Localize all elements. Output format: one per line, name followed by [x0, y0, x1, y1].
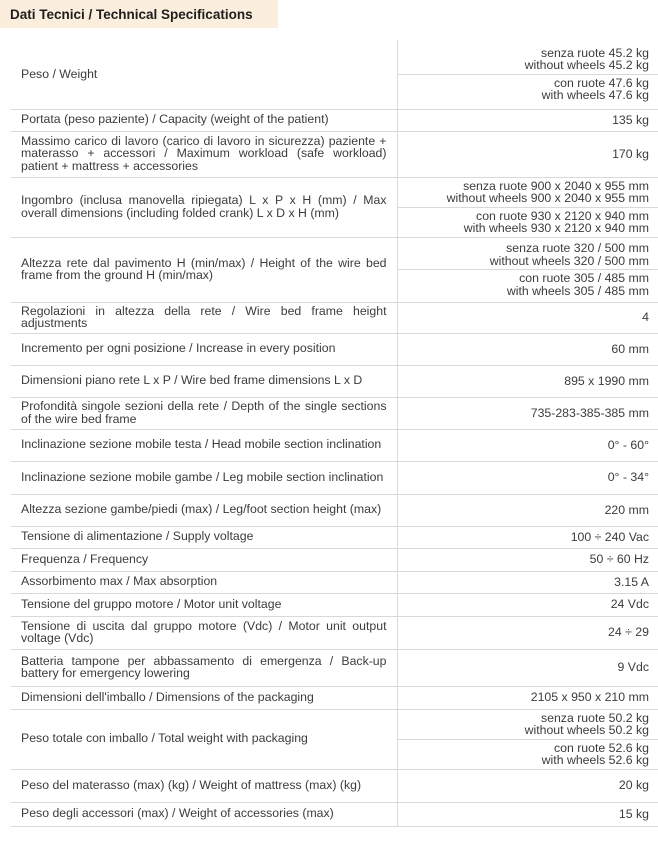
spec-row: [11, 593, 658, 616]
spec-label: Massimo carico di lavoro (carico di lavoro in sicurezza) paziente + materasso + accessori / Maximum workload (safe workload) patient + mattress + accessories: [11, 131, 397, 177]
spec-value-variant: [398, 207, 658, 237]
spec-value: 135 kg: [612, 112, 649, 127]
spec-row: [11, 177, 658, 237]
spec-label: Peso degli accessori (max) / Weight of accessories (max): [11, 802, 397, 826]
spec-value: 100 ÷ 240 Vac: [570, 529, 649, 544]
spec-row: [11, 237, 658, 302]
spec-label: Ingombro (inclusa manovella ripiegata) L x P x H (mm) / Max overall dimensions (including folded crank) L x D x H (mm): [11, 177, 397, 237]
spec-value: 20 kg: [618, 778, 649, 793]
spec-value: 3.15 A: [614, 574, 649, 589]
spec-value-line: without wheels 900 x 2040 x 955 mm: [446, 191, 649, 205]
spec-value-line: con ruote 52.6 kg: [553, 740, 649, 755]
spec-value: 60 mm: [611, 341, 649, 356]
spec-row: [11, 616, 658, 649]
spec-row: [11, 302, 658, 333]
spec-value: [397, 177, 658, 237]
spec-value-line: senza ruote 320 / 500 mm: [506, 241, 649, 255]
spec-value-variant: [398, 45, 658, 74]
spec-value: 0° - 34°: [607, 470, 649, 485]
spec-label: Peso del materasso (max) (kg) / Weight of mattress (max) (kg): [11, 769, 397, 802]
spec-value: [397, 40, 658, 109]
spec-label: Regolazioni in altezza della rete / Wire bed frame height adjustments: [11, 302, 397, 333]
spec-value: 50 ÷ 60 Hz: [589, 552, 649, 567]
spec-value-variant: [398, 240, 658, 269]
spec-value-line: with wheels 47.6 kg: [541, 88, 649, 103]
spec-value: 2105 x 950 x 210 mm: [530, 690, 649, 705]
spec-value: [397, 237, 658, 302]
spec-row: [11, 709, 658, 769]
section-header: [0, 0, 278, 28]
spec-row: [11, 686, 658, 709]
spec-value-line: senza ruote 45.2 kg: [540, 45, 649, 60]
spec-value-line: with wheels 52.6 kg: [541, 753, 649, 767]
spec-row: [11, 461, 658, 494]
spec-value-line: con ruote 47.6 kg: [553, 75, 649, 90]
spec-value-line: senza ruote 900 x 2040 x 955 mm: [463, 178, 649, 193]
spec-row: [11, 365, 658, 397]
spec-label: Peso / Weight: [11, 40, 397, 109]
spec-value-line: with wheels 305 / 485 mm: [506, 283, 649, 298]
spec-value: 24 Vdc: [610, 597, 649, 612]
spec-value-variant: [398, 178, 658, 207]
spec-label: Tensione di alimentazione / Supply voltage: [11, 526, 397, 548]
spec-row: [11, 526, 658, 548]
spec-value: 170 kg: [612, 146, 649, 161]
spec-label: Profondità singole sezioni della rete / Depth of the single sections of the wire bed frame: [11, 397, 397, 429]
spec-value-line: without wheels 50.2 kg: [524, 723, 649, 737]
spec-value-variant: [398, 269, 658, 299]
spec-value-variant: [398, 739, 658, 769]
spec-label: Inclinazione sezione mobile gambe / Leg mobile section inclination: [11, 461, 397, 494]
spec-label: Tensione del gruppo motore / Motor unit voltage: [11, 593, 397, 616]
spec-row: [11, 333, 658, 365]
spec-label: Portata (peso paziente) / Capacity (weight of the patient): [11, 109, 397, 131]
spec-label: Tensione di uscita dal gruppo motore (Vdc) / Motor unit output voltage (Vdc): [11, 616, 397, 649]
spec-row: [11, 649, 658, 686]
spec-value-line: con ruote 305 / 485 mm: [519, 271, 649, 285]
spec-label: Assorbimento max / Max absorption: [11, 571, 397, 593]
spec-value: 0° - 60°: [607, 437, 649, 452]
spec-value: 220 mm: [604, 502, 649, 517]
spec-row: [11, 429, 658, 461]
spec-value-variant: [398, 710, 658, 739]
spec-label: Altezza rete dal pavimento H (min/max) / Height of the wire bed frame from the ground H (min/max): [11, 237, 397, 302]
spec-label: Peso totale con imballo / Total weight with packaging: [11, 709, 397, 769]
spec-row: [11, 40, 658, 109]
spec-value: 24 ÷ 29: [608, 625, 649, 640]
spec-value: [397, 709, 658, 769]
spec-value: 4: [642, 310, 649, 325]
spec-value: 9 Vdc: [617, 660, 649, 675]
spec-label: Altezza sezione gambe/piedi (max) / Leg/foot section height (max): [11, 494, 397, 526]
spec-value-line: without wheels 45.2 kg: [524, 58, 649, 73]
specifications-table: [11, 40, 658, 827]
spec-label: Inclinazione sezione mobile testa / Head mobile section inclination: [11, 429, 397, 461]
spec-row: [11, 802, 658, 826]
spec-label: Batteria tampone per abbassamento di emergenza / Back-up battery for emergency lowering: [11, 649, 397, 686]
specifications-table-body: [11, 40, 658, 826]
spec-label: Dimensioni dell'imballo / Dimensions of the packaging: [11, 686, 397, 709]
spec-label: Incremento per ogni posizione / Increase in every position: [11, 333, 397, 365]
spec-row: [11, 131, 658, 177]
spec-value: 15 kg: [618, 806, 649, 821]
spec-value-line: with wheels 930 x 2120 x 940 mm: [463, 221, 649, 235]
spec-label: Frequenza / Frequency: [11, 548, 397, 571]
spec-value: 895 x 1990 mm: [564, 373, 649, 388]
spec-row: [11, 397, 658, 429]
spec-value: 735-283-385-385 mm: [530, 405, 649, 420]
spec-label: Dimensioni piano rete L x P / Wire bed frame dimensions L x D: [11, 365, 397, 397]
spec-row: [11, 769, 658, 802]
spec-row: [11, 571, 658, 593]
spec-row: [11, 109, 658, 131]
page-title: Dati Tecnici / Technical Specifications: [10, 6, 253, 22]
spec-row: [11, 494, 658, 526]
spec-row: [11, 548, 658, 571]
spec-value-variant: [398, 74, 658, 104]
spec-value-line: without wheels 320 / 500 mm: [489, 253, 649, 268]
spec-value-line: con ruote 930 x 2120 x 940 mm: [476, 208, 649, 223]
spec-value-line: senza ruote 50.2 kg: [540, 710, 649, 725]
